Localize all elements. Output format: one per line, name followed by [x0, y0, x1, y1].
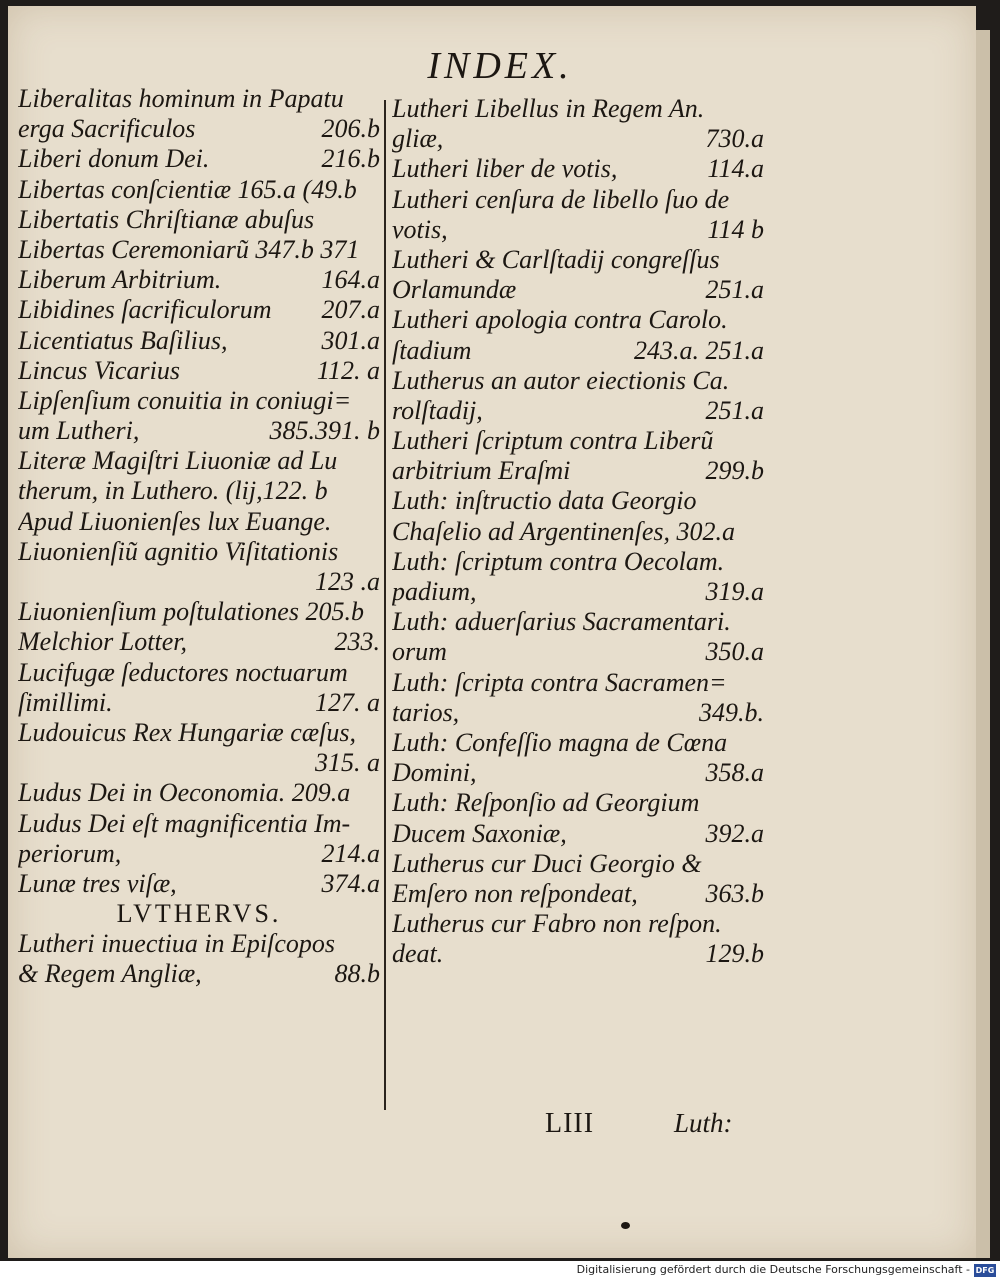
- index-entry: [18, 386, 380, 416]
- entry-text: Luth: inſtructio data Georgio: [392, 486, 697, 516]
- index-entry: [392, 577, 764, 607]
- entry-text: Lincus Vicarius: [18, 355, 181, 385]
- entry-page-ref: 112. a: [316, 355, 380, 385]
- entry-text: arbitrium Eraſmi: [392, 456, 571, 486]
- entry-page-ref: 243.a. 251.a: [634, 335, 764, 365]
- entry-text: Luth: Reſponſio ad Georgium: [392, 788, 700, 818]
- entry-text: Ludus Dei eſt magnificentia Im-: [18, 808, 351, 838]
- index-entry: [18, 507, 380, 537]
- entry-text: Lutheri Libellus in Regem An.: [392, 94, 705, 123]
- index-entry: [18, 175, 380, 205]
- index-entry: [392, 305, 764, 335]
- entry-page-ref: 319.a: [705, 577, 764, 606]
- index-entry: [18, 688, 380, 718]
- index-entry: [18, 476, 380, 506]
- entry-text: Libidines ſacrificulorum: [18, 295, 272, 325]
- index-entry: [392, 637, 764, 667]
- index-entry: [18, 537, 380, 567]
- entry-page-ref: 164.a: [321, 265, 380, 295]
- index-entry: [392, 909, 764, 939]
- entry-page-ref: 392.a: [705, 818, 764, 848]
- entry-text: deat.: [392, 939, 444, 969]
- entry-page-ref: 216.b: [321, 144, 380, 174]
- index-entry: [392, 758, 764, 788]
- index-column-right: [392, 94, 764, 969]
- entry-text: Lutheri cenſura de libello ſuo de: [392, 184, 730, 214]
- index-entry: [392, 698, 764, 728]
- catchword: Luth:: [674, 1108, 733, 1138]
- index-entry: [392, 456, 764, 486]
- entry-text: Lutheri inuectiua in Epiſcopos: [18, 929, 336, 959]
- entry-text: Orlamundæ: [392, 275, 517, 305]
- entry-page-ref: 114.a: [707, 154, 764, 184]
- page-edge: [976, 30, 990, 1258]
- entry-text: Emſero non reſpondeat,: [392, 878, 638, 908]
- index-entry: [392, 486, 764, 516]
- index-entry: [392, 728, 764, 758]
- entry-text: Lutheri ſcriptum contra Liberũ: [392, 426, 714, 456]
- entry-text: Luth: Confeſſio magna de Cœna: [392, 727, 728, 757]
- index-entry: [18, 718, 380, 748]
- index-entry: [392, 788, 764, 818]
- entry-text: ſtadium: [392, 335, 472, 365]
- entry-text: rolſtadij,: [392, 395, 483, 425]
- index-entry: [392, 547, 764, 577]
- entry-text: Liberalitas hominum in Papatu: [18, 84, 344, 113]
- entry-page-ref: 214.a: [321, 838, 380, 868]
- entry-text: um Lutheri,: [18, 416, 140, 446]
- entry-text: Literæ Magiſtri Liuoniæ ad Lu: [18, 446, 338, 476]
- entry-page-ref: 207.a: [321, 295, 380, 325]
- entry-page-ref: 123 .a: [315, 567, 380, 596]
- entry-page-ref: 730.a: [705, 124, 764, 154]
- index-entry: [18, 748, 380, 778]
- index-entry: [18, 959, 380, 989]
- index-entry: [18, 778, 380, 808]
- entry-text: & Regem Angliæ,: [18, 959, 202, 989]
- index-entry: [392, 849, 764, 879]
- entry-text: periorum,: [18, 838, 122, 868]
- entry-page-ref: 129.b: [705, 939, 764, 969]
- index-entry: [392, 426, 764, 456]
- entry-text: Lutheri & Carlſtadij congreſſus: [392, 244, 720, 274]
- entry-text: LVTHERVS.: [116, 899, 282, 929]
- index-entry: [18, 869, 380, 899]
- dfg-logo: DFG: [975, 1266, 995, 1275]
- index-entry: [18, 114, 380, 144]
- entry-page-ref: 374.a: [321, 868, 380, 898]
- index-entry: [18, 597, 380, 627]
- entry-text: Licentiatus Baſilius,: [18, 325, 228, 355]
- entry-page-ref: 88.b: [334, 959, 380, 989]
- entry-page-ref: 349.b.: [699, 697, 764, 727]
- entry-text: Luth: aduerſarius Sacramentari.: [392, 607, 731, 637]
- entry-text: ſimillimi.: [18, 687, 113, 717]
- entry-page-ref: 301.a: [321, 325, 380, 355]
- funding-credit: Digitalisierung gefördert durch die Deutsche Forschungsgemeinschaft -: [576, 1263, 970, 1276]
- signature-mark: LIII: [545, 1108, 595, 1139]
- index-entry: [392, 185, 764, 215]
- index-entry: [18, 356, 380, 386]
- entry-text: erga Sacrificulos: [18, 114, 196, 144]
- index-entry: [18, 929, 380, 959]
- entry-page-ref: 363.b: [705, 878, 764, 908]
- entry-text: Ludouicus Rex Hungariæ cæſus,: [18, 717, 356, 747]
- index-column-left: [18, 84, 380, 990]
- entry-text: Domini,: [392, 758, 477, 788]
- entry-page-ref: 233.: [334, 627, 380, 657]
- entry-text: Ducem Saxoniæ,: [392, 818, 567, 848]
- index-entry: [18, 416, 380, 446]
- entry-page-ref: 385.391. b: [269, 416, 380, 446]
- entry-text: Chaſelio ad Argentinenſes, 302.a: [392, 516, 736, 546]
- ink-speck: [621, 1222, 630, 1229]
- index-entry: [18, 658, 380, 688]
- entry-text: Melchior Lotter,: [18, 627, 187, 657]
- entry-page-ref: 206.b: [321, 114, 380, 144]
- index-entry: [392, 215, 764, 245]
- entry-page-ref: 358.a: [705, 758, 764, 788]
- index-entry: [18, 205, 380, 235]
- entry-text: Luth: ſcripta contra Sacramen=: [392, 667, 727, 697]
- entry-page-ref: 114 b: [707, 214, 764, 244]
- entry-text: Lucifugæ ſeductores noctuarum: [18, 657, 348, 687]
- entry-text: padium,: [392, 577, 477, 606]
- index-entry: [392, 94, 764, 124]
- entry-text: Apud Liuonienſes lux Euange.: [18, 506, 332, 536]
- entry-text: Lutherus cur Fabro non reſpon.: [392, 909, 722, 939]
- entry-text: Lipſenſium conuitia in coniugi=: [18, 385, 352, 415]
- entry-page-ref: 299.b: [705, 456, 764, 486]
- index-entry: [392, 819, 764, 849]
- entry-text: Lutheri apologia contra Carolo.: [392, 305, 728, 335]
- entry-page-ref: 127. a: [315, 687, 380, 717]
- entry-page-ref: 251.a: [705, 275, 764, 305]
- entry-page-ref: 315. a: [315, 748, 380, 778]
- index-entry: [392, 124, 764, 154]
- entry-text: orum: [392, 637, 447, 667]
- index-entry: [18, 567, 380, 597]
- page-title: INDEX.: [427, 45, 573, 87]
- entry-text: Libertas Ceremoniarũ 347.b 371: [18, 234, 360, 264]
- entry-text: Luth: ſcriptum contra Oecolam.: [392, 546, 725, 576]
- index-entry: [392, 396, 764, 426]
- index-entry: [18, 84, 380, 114]
- entry-page-ref: 350.a: [705, 637, 764, 667]
- index-entry: [18, 144, 380, 174]
- index-entry: [392, 275, 764, 305]
- index-entry: [392, 366, 764, 396]
- index-entry: [392, 879, 764, 909]
- index-entry: [18, 446, 380, 476]
- index-entry: [18, 265, 380, 295]
- column-divider: [384, 100, 386, 1110]
- entry-text: gliæ,: [392, 124, 444, 154]
- entry-text: votis,: [392, 214, 448, 244]
- index-entry: [18, 295, 380, 325]
- entry-text: Libertas conſcientiæ 165.a (49.b: [18, 174, 357, 204]
- index-entry: [18, 839, 380, 869]
- entry-text: Libertatis Chriſtianæ abuſus: [18, 204, 315, 234]
- entry-text: Liuonienſium poſtulationes 205.b: [18, 597, 364, 627]
- entry-text: Lutherus cur Duci Georgio &: [392, 848, 702, 878]
- index-entry: [392, 517, 764, 547]
- entry-text: Lutheri liber de votis,: [392, 154, 618, 184]
- entry-text: Liberum Arbitrium.: [18, 265, 222, 295]
- index-entry: [18, 809, 380, 839]
- index-entry: [392, 668, 764, 698]
- index-entry: [18, 326, 380, 356]
- index-entry: [18, 235, 380, 265]
- entry-text: Lutherus an autor eiectionis Ca.: [392, 365, 730, 395]
- entry-page-ref: 251.a: [705, 395, 764, 425]
- index-entry: [18, 627, 380, 657]
- entry-text: Liberi donum Dei.: [18, 144, 210, 174]
- index-entry: [392, 607, 764, 637]
- entry-text: Ludus Dei in Oeconomia. 209.a: [18, 778, 351, 808]
- index-section-heading: [18, 899, 380, 929]
- entry-text: Liuonienſiũ agnitio Viſitationis: [18, 536, 339, 566]
- index-entry: [392, 939, 764, 969]
- entry-text: therum, in Luthero. (lij,122. b: [18, 476, 328, 506]
- entry-text: tarios,: [392, 697, 460, 727]
- index-entry: [392, 245, 764, 275]
- index-entry: [392, 336, 764, 366]
- digitization-banner: [0, 1261, 1000, 1281]
- index-entry: [392, 154, 764, 184]
- entry-text: Lunæ tres viſæ,: [18, 868, 177, 898]
